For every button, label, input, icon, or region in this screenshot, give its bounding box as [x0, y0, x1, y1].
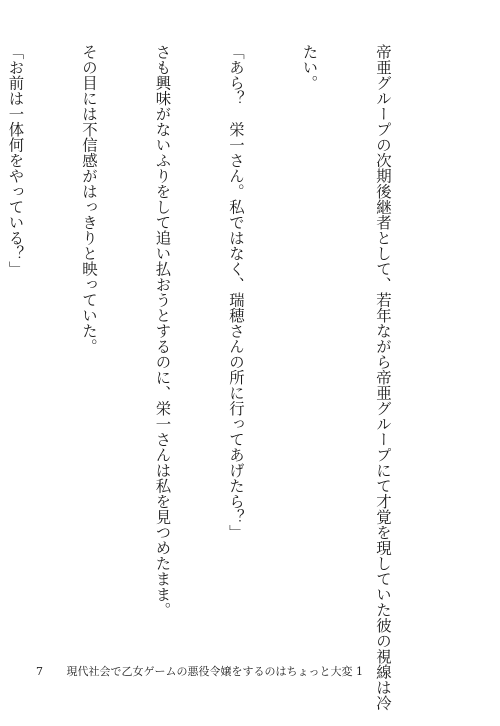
text-line: 「あら？ 栄一さん。私ではなく、瑞穂さんの所に行ってあげたら？」 — [227, 44, 245, 540]
page-number: 7 — [36, 665, 43, 678]
text-line: さも興味がないふりをして追い払おうとするのに、栄一さんは私を見つめたまま。 — [153, 44, 172, 618]
text-line: その目には不信感がはっきりと映っていた。 — [80, 44, 98, 354]
text-line: たい。 — [300, 44, 319, 91]
page-footer — [36, 663, 363, 679]
text-line: 「お前は一体何をやっている？」 — [6, 44, 25, 277]
text-line: 帝亜グループの次期後継者として、若年ながら帝亜グループにて才覚を現していた彼の視線は冷 — [374, 44, 392, 711]
running-title: 現代社会で乙女ゲームの悪役令嬢をするのはちょっと大変 1 — [66, 665, 363, 678]
